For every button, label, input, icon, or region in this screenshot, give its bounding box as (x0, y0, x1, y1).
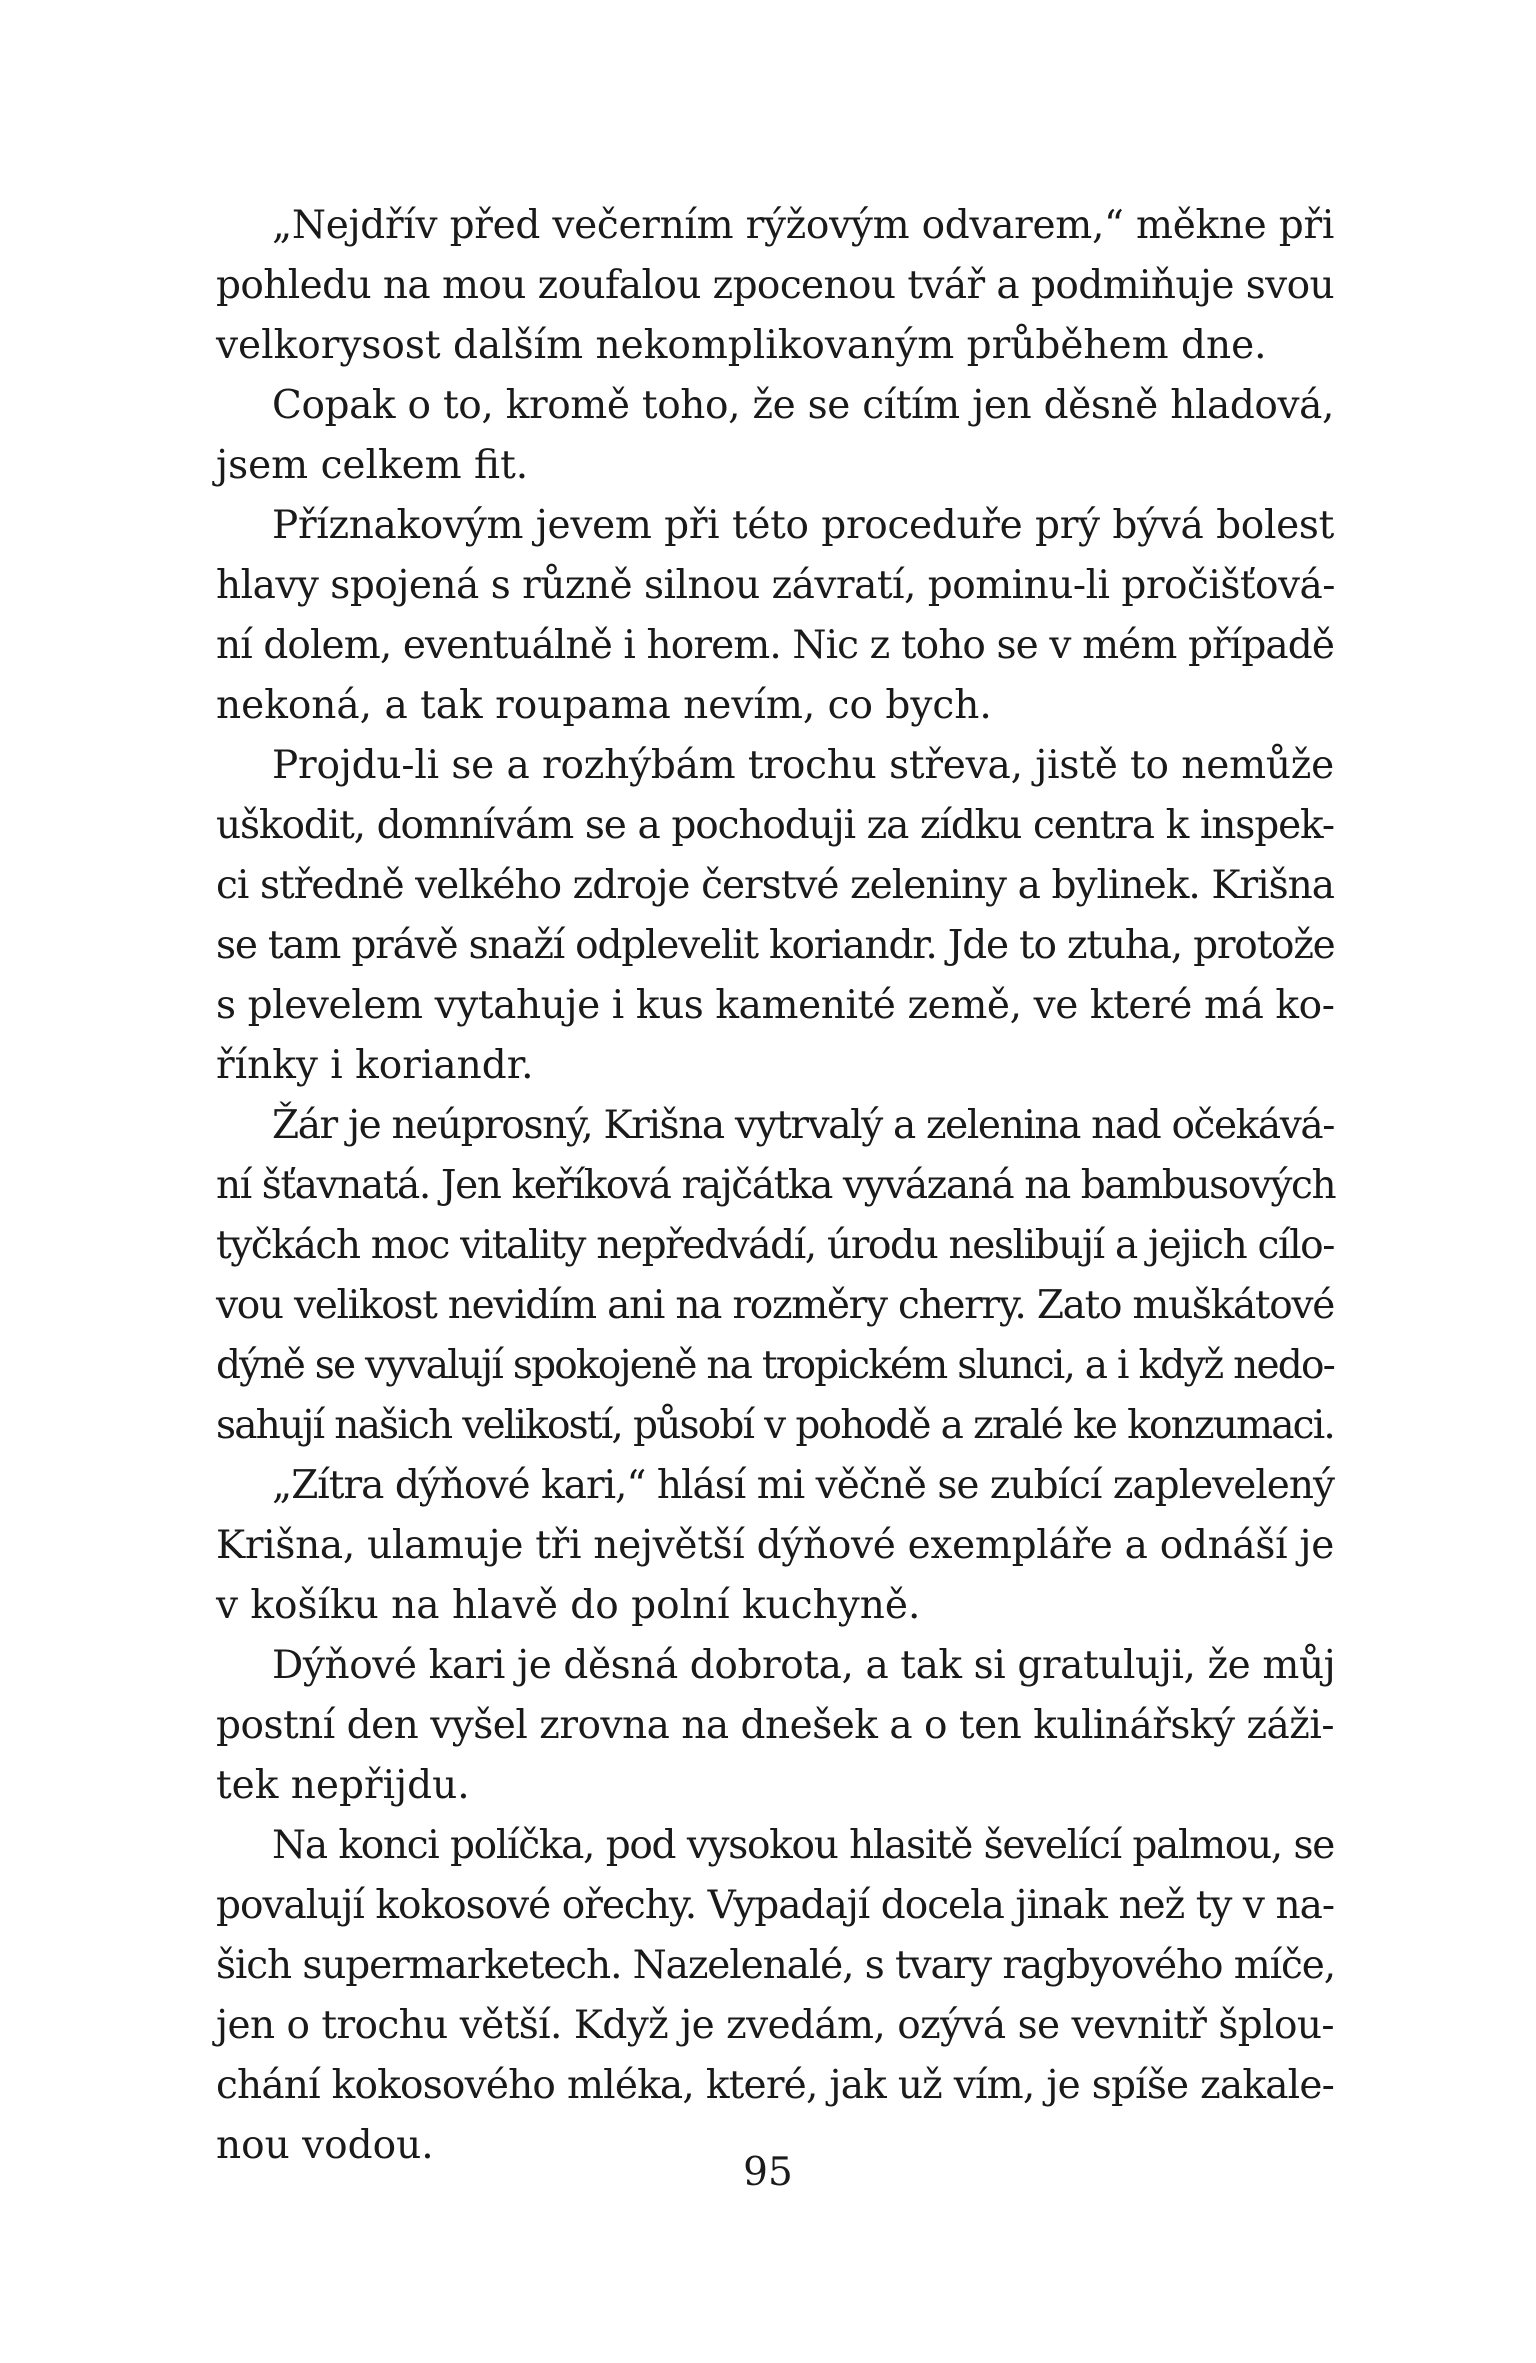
body-text (216, 196, 1334, 2176)
text-line: „Nejdřív před večerním rýžovým odvarem,“ měkne při (272, 203, 1334, 248)
text-line: Dýňové kari je děsná dobrota, a tak si gratuluji, že můj (272, 1643, 1336, 1688)
text-line: tek nepřijdu. (216, 1763, 470, 1808)
text-line: chání kokosového mléka, které, jak už vím, je spíše zakale- (216, 2063, 1334, 2108)
text-line: Projdu-li se a rozhýbám trochu střeva, jistě to nemůže (272, 743, 1334, 788)
text-line: Na konci políčka, pod vysokou hlasitě ševelící palmou, se (272, 1823, 1334, 1868)
text-line: hlavy spojená s různě silnou závratí, pominu-li pročišťová- (216, 563, 1335, 608)
text-line: jsem celkem fit. (216, 443, 529, 488)
text-line: ní šťavnatá. Jen keříková rajčátka vyvázaná na bambusových (216, 1163, 1336, 1208)
text-line: velkorysost dalším nekomplikovaným průběhem dne. (216, 323, 1267, 368)
text-line: s plevelem vytahuje i kus kamenité země, ve které má ko- (216, 983, 1335, 1028)
text-line: dýně se vyvalují spokojeně na tropickém slunci, a i když nedo- (216, 1343, 1334, 1388)
text-line: ní dolem, eventuálně i horem. Nic z toho se v mém případě (216, 623, 1334, 668)
text-line: Krišna, ulamuje tři největší dýňové exempláře a odnáší je (216, 1523, 1334, 1568)
text-line: nou vodou. (216, 2123, 434, 2168)
text-line: Copak o to, kromě toho, že se cítím jen děsně hladová, (272, 383, 1334, 428)
text-line: „Zítra dýňové kari,“ hlásí mi věčně se zubící zaplevelený (272, 1463, 1334, 1508)
text-line: vou velikost nevidím ani na rozměry cherry. Zato muškátové (216, 1283, 1334, 1328)
text-line: tyčkách moc vitality nepředvádí, úrodu neslibují a jejich cílo- (216, 1223, 1334, 1268)
text-line: nekoná, a tak roupama nevím, co bych. (216, 683, 992, 728)
text-line: se tam právě snaží odplevelit koriandr. Jde to ztuha, protože (216, 923, 1335, 968)
text-line: postní den vyšel zrovna na dnešek a o ten kulinářský záži- (216, 1703, 1334, 1748)
text-line: sahují našich velikostí, působí v pohodě a zralé ke konzumaci. (216, 1403, 1334, 1448)
text-line: Příznakovým jevem při této proceduře prý bývá bolest (272, 503, 1334, 548)
text-line: řínky i koriandr. (216, 1043, 534, 1088)
text-line: uškodit, domnívám se a pochoduji za zídku centra k inspek- (216, 803, 1334, 848)
text-line: jen o trochu větší. Když je zvedám, ozývá se vevnitř šplou- (216, 2003, 1334, 2048)
page-number: 95 (743, 2150, 793, 2195)
text-line: povalují kokosové ořechy. Vypadají docela jinak než ty v na- (216, 1883, 1334, 1928)
text-line: pohledu na mou zoufalou zpocenou tvář a podmiňuje svou (216, 263, 1334, 308)
text-line: šich supermarketech. Nazelenalé, s tvary ragbyového míče, (216, 1943, 1335, 1988)
text-line: v košíku na hlavě do polní kuchyně. (216, 1583, 921, 1628)
text-line: ci středně velkého zdroje čerstvé zeleniny a bylinek. Krišna (216, 863, 1334, 908)
text-line: Žár je neúprosný, Krišna vytrvalý a zelenina nad očekává- (272, 1103, 1334, 1148)
